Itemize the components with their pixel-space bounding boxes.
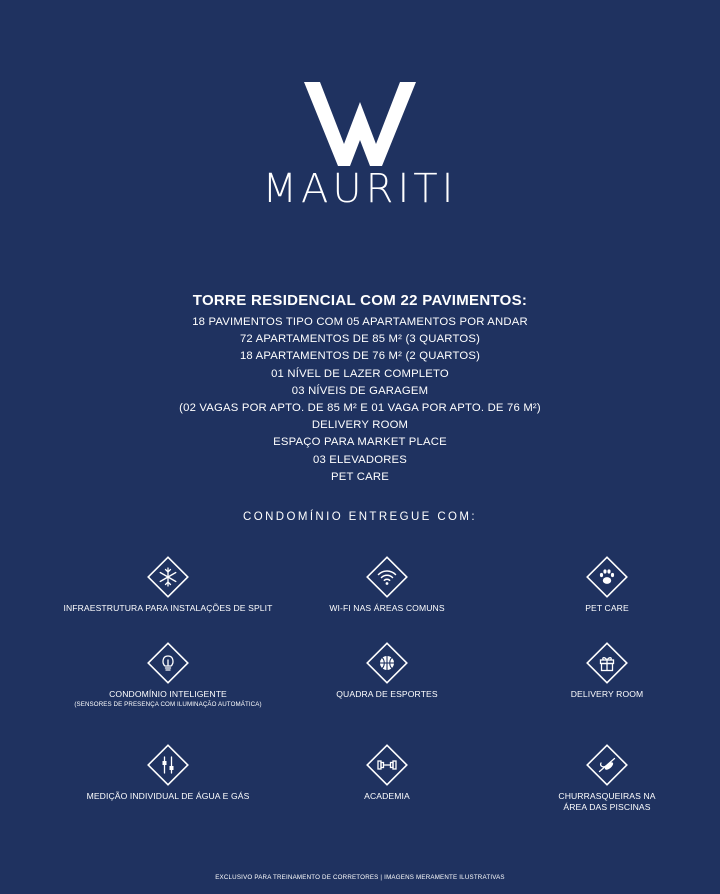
feature-barbecue (487, 743, 720, 813)
tower-heading: TORRE RESIDENCIAL COM 22 PAVIMENTOS: (192, 292, 528, 309)
tower-line: 03 ELEVADORES (312, 453, 408, 466)
tower-line: 18 PAVIMENTOS TIPO COM 05 APARTAMENTOS POR ANDAR (192, 316, 528, 328)
feature-label: INFRAESTRUTURA PARA INSTALAÇÕES DE SPLIT (63, 603, 273, 613)
feature-label: PET CARE (585, 603, 629, 613)
feature-wifi (267, 555, 507, 614)
feature-split (48, 555, 288, 614)
condominium-title: CONDOMÍNIO ENTREGUE COM: (243, 511, 477, 523)
w-logo-icon (304, 82, 416, 166)
brand-logo (0, 82, 720, 166)
feature-label: ACADEMIA (364, 791, 410, 801)
footer-disclaimer: EXCLUSIVO PARA TREINAMENTO DE CORRETORES | IMAGENS MERAMENTE ILUSTRATIVAS (215, 874, 505, 881)
tower-line: 18 APARTAMENTOS DE 76 M² (2 QUARTOS) (239, 350, 481, 363)
feature-label: MEDIÇÃO INDIVIDUAL DE ÁGUA E GÁS (86, 791, 250, 801)
tower-line: DELIVERY ROOM (311, 419, 409, 432)
gift-icon (585, 641, 629, 685)
tower-line: 01 NÍVEL DE LAZER COMPLETO (271, 367, 449, 380)
lightbulb-icon (146, 641, 190, 685)
dumbbell-icon (365, 743, 409, 787)
feature-label: WI-FI NAS ÁREAS COMUNS (329, 603, 445, 613)
tower-line: ESPAÇO PARA MARKET PLACE (273, 436, 447, 449)
feature-sublabel: (SENSORES DE PRESENÇA COM ILUMINAÇÃO AUTOMÁTICA) (74, 701, 262, 708)
feature-pet-care (487, 555, 720, 614)
tower-line: (02 VAGAS POR APTO. DE 85 M² E 01 VAGA POR APTO. DE 76 M²) (179, 402, 541, 415)
feature-label: CONDOMÍNIO INTELIGENTE (109, 689, 227, 699)
feature-label: QUADRA DE ESPORTES (336, 689, 438, 699)
feature-sports-court (267, 641, 507, 700)
feature-label: DELIVERY ROOM (570, 689, 644, 699)
feature-smart-condo (48, 641, 288, 709)
grill-icon (585, 743, 629, 787)
tower-line: 03 NÍVEIS DE GARAGEM (291, 384, 429, 397)
feature-gym (267, 743, 507, 802)
tower-line: 72 APARTAMENTOS DE 85 M² (3 QUARTOS) (239, 333, 481, 346)
feature-delivery-room (487, 641, 720, 700)
tower-line: PET CARE (331, 470, 389, 483)
feature-label-line2: ÁREA DAS PISCINAS (563, 802, 651, 812)
feature-individual-metering (48, 743, 288, 802)
basketball-icon (365, 641, 409, 685)
brand-name: MAURITI (262, 166, 458, 212)
meter-icon (146, 743, 190, 787)
tower-description (0, 292, 720, 486)
paw-icon (585, 555, 629, 599)
feature-label: CHURRASQUEIRAS NA (558, 791, 656, 801)
snowflake-icon (146, 555, 190, 599)
wifi-icon (365, 555, 409, 599)
